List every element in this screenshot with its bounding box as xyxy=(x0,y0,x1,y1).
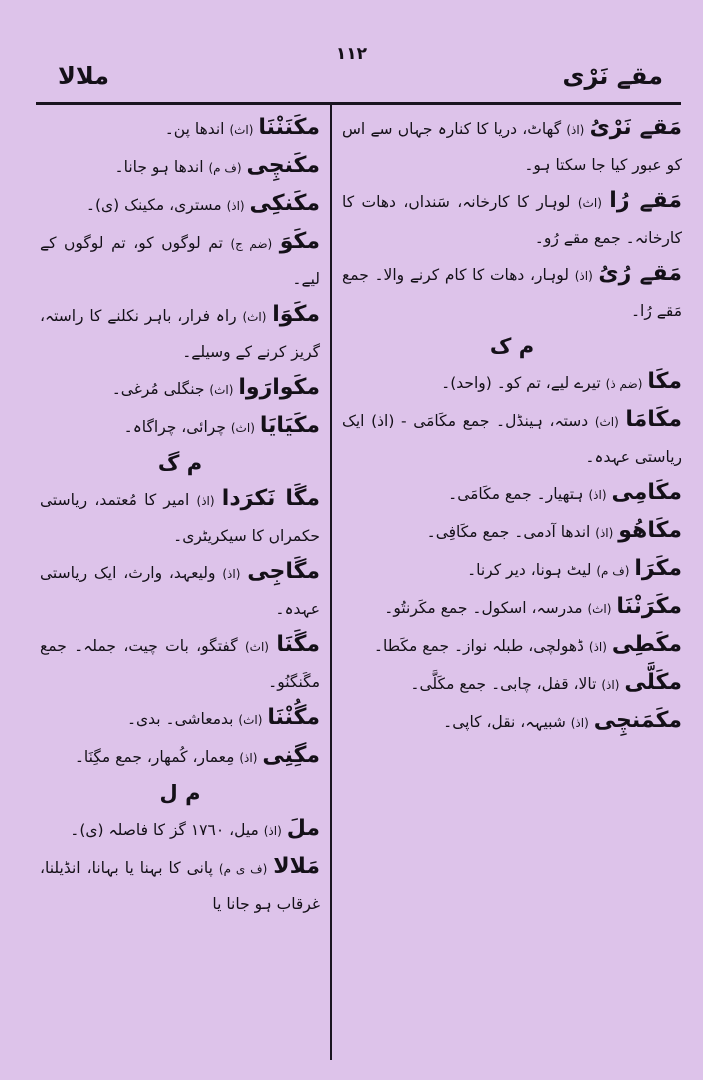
headword: مکَامَا xyxy=(625,407,682,432)
dictionary-entry xyxy=(342,665,682,703)
grammar-tag: (اث) xyxy=(587,602,612,616)
grammar-tag: (اث) xyxy=(577,196,602,210)
dictionary-entry xyxy=(342,364,682,402)
headword: مگَا نَکرَدا xyxy=(221,486,320,511)
dictionary-entry xyxy=(342,475,682,513)
definition: مدرسہ، اسکول۔ جمع مکَرنتُو۔ xyxy=(384,599,583,617)
headword: مکَنچِی xyxy=(246,153,320,178)
dictionary-entry xyxy=(40,148,320,186)
headword: مکَوَ xyxy=(279,229,320,254)
section-heading: م گ xyxy=(157,451,203,475)
grammar-tag: (اذ) xyxy=(588,488,607,502)
definition: بدمعاشی۔ بدی۔ xyxy=(126,710,234,728)
definition: مِعمار، کُمھار، جمع مگِنَا۔ xyxy=(74,748,235,766)
grammar-tag: (ف ی م) xyxy=(218,862,268,876)
definition: لوہار، دھات کا کام کرنے والا۔ جمع مَقے رُا۔ xyxy=(342,266,682,320)
dictionary-entry xyxy=(342,589,682,627)
definition: پانی کا بہنا یا بہانا، انڈیلنا، غرقاب ہو جانا یا xyxy=(40,859,320,913)
grammar-tag: (اذ) xyxy=(196,494,215,508)
grammar-tag: (اث) xyxy=(594,415,619,429)
headword: مکَوَا xyxy=(272,302,320,327)
dictionary-entry xyxy=(342,627,682,665)
grammar-tag: (اذ) xyxy=(601,678,620,692)
headword: مکَرَا xyxy=(634,556,682,581)
headword: مَلالا xyxy=(273,854,320,879)
right-column xyxy=(342,110,682,741)
headword: مگَاجِی xyxy=(247,559,320,584)
definition: گھاٹ، دریا کا کنارہ جہاں سے اس کو عبور کیا جا سکتا ہو۔ xyxy=(342,120,682,174)
headword: مکَرَنْنَا xyxy=(616,594,682,619)
grammar-tag: (ضم ذ) xyxy=(605,377,643,391)
headword: مکَوارَوا xyxy=(238,375,320,400)
headword: مَقے رُا xyxy=(609,188,682,213)
grammar-tag: (اذ) xyxy=(595,526,614,540)
grammar-tag: (اذ) xyxy=(588,640,607,654)
headword: مکَلَّی xyxy=(624,670,682,695)
grammar-tag: (اذ) xyxy=(574,269,593,283)
column-divider xyxy=(330,104,332,1060)
dictionary-entry xyxy=(342,402,682,475)
headword: مکَمَنچِی xyxy=(593,708,682,733)
definition: اندھا ہو جانا۔ xyxy=(114,158,204,176)
definition: ہتھیار۔ جمع مکَامَی۔ xyxy=(448,485,584,503)
dictionary-entry xyxy=(342,183,682,256)
headword: مکَامِی xyxy=(611,480,682,505)
left-column xyxy=(40,110,320,922)
headword: مکَا xyxy=(647,369,682,394)
dictionary-entry xyxy=(342,703,682,741)
headword: مکَاھُو xyxy=(618,518,682,543)
headword: مکَطِی xyxy=(611,632,682,657)
dictionary-entry xyxy=(40,408,320,446)
grammar-tag: (ف م) xyxy=(208,161,242,175)
definition: تالا، قفل، چابی۔ جمع مکَلَّی۔ xyxy=(410,675,597,693)
grammar-tag: (اذ) xyxy=(566,123,585,137)
headword: مگُنْنَا xyxy=(267,705,320,730)
grammar-tag: (اث) xyxy=(244,640,269,654)
definition: اندھا پن۔ xyxy=(164,120,225,138)
definition: مستری، مکینک (ی)۔ xyxy=(85,196,222,214)
definition: گفتگو، بات چیت، جملہ۔ جمع مگَنگنُو۔ xyxy=(40,637,320,691)
dictionary-entry xyxy=(40,186,320,224)
dictionary-entry xyxy=(40,700,320,738)
headword: مکَیَایَا xyxy=(259,413,320,438)
grammar-tag: (اث) xyxy=(229,123,254,137)
headword: مکَنکِی xyxy=(249,191,320,216)
definition: امیر کا مُعتمد، ریاستی حکمراں کا سیکریٹری۔ xyxy=(40,491,320,545)
headword: مگِنِی xyxy=(262,743,320,768)
grammar-tag: (اث) xyxy=(242,310,267,324)
definition: جنگلی مُرغی۔ xyxy=(111,380,205,398)
definition: راہ فرار، باہر نکلنے کا راستہ، گریز کرنے کے وسیلے۔ xyxy=(40,307,320,361)
definition: ڈھولچی، طبلہ نواز۔ جمع مکَطا۔ xyxy=(373,637,584,655)
dictionary-entry xyxy=(40,297,320,370)
dictionary-entry xyxy=(40,627,320,700)
dictionary-entry xyxy=(40,481,320,554)
definition: شبیہہ، نقل، کاپی۔ xyxy=(443,713,566,731)
section-heading: م ل xyxy=(159,781,201,805)
headword: مگَنَا xyxy=(276,632,320,657)
definition: میل، ١٧٦٠ گز کا فاصلہ (ی)۔ xyxy=(70,821,259,839)
definition: چرائی، چراگاہ۔ xyxy=(123,418,226,436)
dictionary-entry xyxy=(342,551,682,589)
grammar-tag: (ف م) xyxy=(596,564,630,578)
definition: لوہار کا کارخانہ، سَنداں، دھات کا کارخانہ۔ جمع مقے رُو۔ xyxy=(342,193,682,247)
section-heading: م ک xyxy=(489,334,535,358)
grammar-tag: (اث) xyxy=(209,383,234,397)
grammar-tag: (اذ) xyxy=(570,716,589,730)
dictionary-entry xyxy=(40,370,320,408)
guide-word-right: مقے نَرْی xyxy=(562,62,663,90)
dictionary-entry xyxy=(342,256,682,329)
dictionary-entry xyxy=(40,738,320,776)
dictionary-entry xyxy=(40,849,320,922)
dictionary-entry xyxy=(40,110,320,148)
dictionary-entry xyxy=(40,554,320,627)
headword: ملَ xyxy=(286,816,320,841)
grammar-tag: (اث) xyxy=(230,421,255,435)
grammar-tag: (اذ) xyxy=(263,824,282,838)
definition: تیرے لیے، تم کو۔ (واحد)۔ xyxy=(441,374,601,392)
definition: ولیعہد، وارث، ایک ریاستی عہدہ۔ xyxy=(40,564,320,618)
header-rule xyxy=(36,102,681,105)
dictionary-entry xyxy=(40,811,320,849)
definition: لیٹ ہونا، دیر کرنا۔ xyxy=(467,561,592,579)
grammar-tag: (ضم ج) xyxy=(230,237,273,251)
guide-word-left: ملالا xyxy=(58,62,109,90)
grammar-tag: (اث) xyxy=(238,713,263,727)
grammar-tag: (اذ) xyxy=(222,567,241,581)
headword: مکَنَنْنَا xyxy=(258,115,320,140)
definition: تم لوگوں کو، تم لوگوں کے لیے۔ xyxy=(40,234,320,288)
dictionary-entry xyxy=(342,513,682,551)
definition: اندھا آدمی۔ جمع مکَافِی۔ xyxy=(426,523,591,541)
definition: دستہ، ہینڈل۔ جمع مکَامَی - (اذ) ایک ریاستی عہدہ۔ xyxy=(342,412,682,466)
page-number: ١١٢ xyxy=(335,44,368,64)
headword: مَقے نَرْیُ xyxy=(589,115,682,140)
grammar-tag: (اذ) xyxy=(239,751,258,765)
grammar-tag: (اذ) xyxy=(226,199,245,213)
dictionary-entry xyxy=(342,110,682,183)
headword: مَقے رُیُ xyxy=(598,261,682,286)
dictionary-entry xyxy=(40,224,320,297)
